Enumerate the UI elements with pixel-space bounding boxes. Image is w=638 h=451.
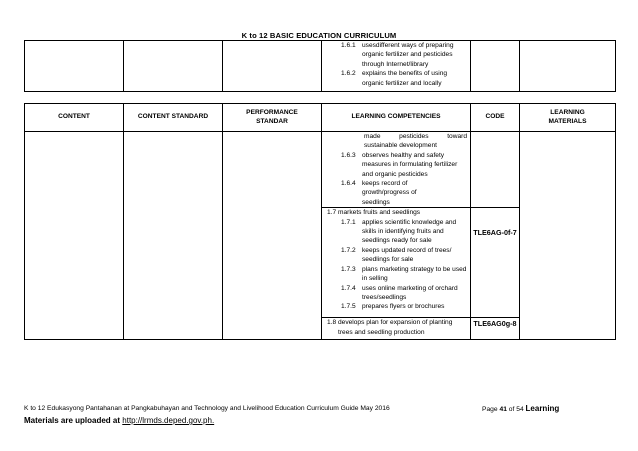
content-cell <box>25 132 124 340</box>
learning-materials-cell <box>520 41 616 92</box>
competency-item: 1.6.1 usesdifferent ways of preparing organic fertilizer and pesticides through Internet/library <box>341 42 454 68</box>
competency-item: 1.7.2 keeps updated record of trees/ seedlings for sale <box>341 246 452 264</box>
header-content-standard: CONTENT STANDARD <box>124 104 223 132</box>
competency-item: 1.7.4 uses online marketing of orchard trees/seedlings <box>341 284 458 301</box>
header-performance-standard: PERFORMANCE STANDAR <box>223 104 322 132</box>
code-cell <box>471 208 520 318</box>
footer-guide-text: K to 12 Edukasyong Pantahanan at Pangkabuhayan and Technology and Livelihood Education Curriculum Guide May 2016 <box>24 405 390 412</box>
learning-competencies-cell <box>322 208 471 318</box>
learning-competencies-cell <box>322 318 471 340</box>
competency-code: TLE6AG-0f-7 <box>473 228 517 238</box>
curriculum-table <box>24 103 616 340</box>
learning-competencies-cell <box>322 132 471 208</box>
performance-standard-cell <box>223 132 322 340</box>
competency-main: 1.8 develops plan for expansion of planting trees and seedling production <box>327 319 453 336</box>
competency-item: 1.7.5 prepares flyers or brochures <box>341 303 445 311</box>
code-cell <box>471 132 520 208</box>
competency-item: 1.7.3 plans marketing strategy to be used in selling <box>341 265 467 283</box>
lrmds-link[interactable]: http://lrmds.deped.gov.ph. <box>122 416 215 425</box>
competency-item: 1.6.3 observes healthy and safety measures in formulating fertilizer and organic pesticides <box>341 151 458 178</box>
competency-item: 1.7.1 applies scientific knowledge and skills in identifying fruits and seedlings ready for sale <box>341 218 457 245</box>
learning-materials-cell <box>520 132 616 340</box>
performance-standard-cell <box>223 41 322 92</box>
competency-continuation: made pesticides toward sustainable development <box>364 133 467 150</box>
learning-competencies-cell <box>322 41 471 92</box>
competency-code: TLE6AG0g-8 <box>473 319 517 329</box>
content-standard-cell <box>124 41 223 92</box>
competency-item: 1.6.4 keeps record of growth/progress of seedlings <box>341 180 417 206</box>
header-code: CODE <box>471 104 520 132</box>
content-standard-cell <box>124 132 223 340</box>
page-indicator: Page 41 of 54 Learning <box>482 404 560 413</box>
code-cell <box>471 318 520 340</box>
code-cell <box>471 41 520 92</box>
footer-materials-line: Materials are uploaded at http://lrmds.deped.gov.ph. <box>24 416 215 425</box>
document-title: K to 12 BASIC EDUCATION CURRICULUM <box>241 31 397 40</box>
page-number: 41 <box>499 406 507 413</box>
header-content: CONTENT <box>25 104 124 132</box>
competency-main: 1.7 markets fruits and seedlings <box>327 209 421 217</box>
competency-item: 1.6.2 explains the benefits of using organic fertilizer and locally <box>341 70 448 87</box>
curriculum-table-top <box>24 40 616 92</box>
header-learning-competencies: LEARNING COMPETENCIES <box>322 104 471 132</box>
content-cell <box>25 41 124 92</box>
header-learning-materials: LEARNING MATERIALS <box>520 104 616 132</box>
